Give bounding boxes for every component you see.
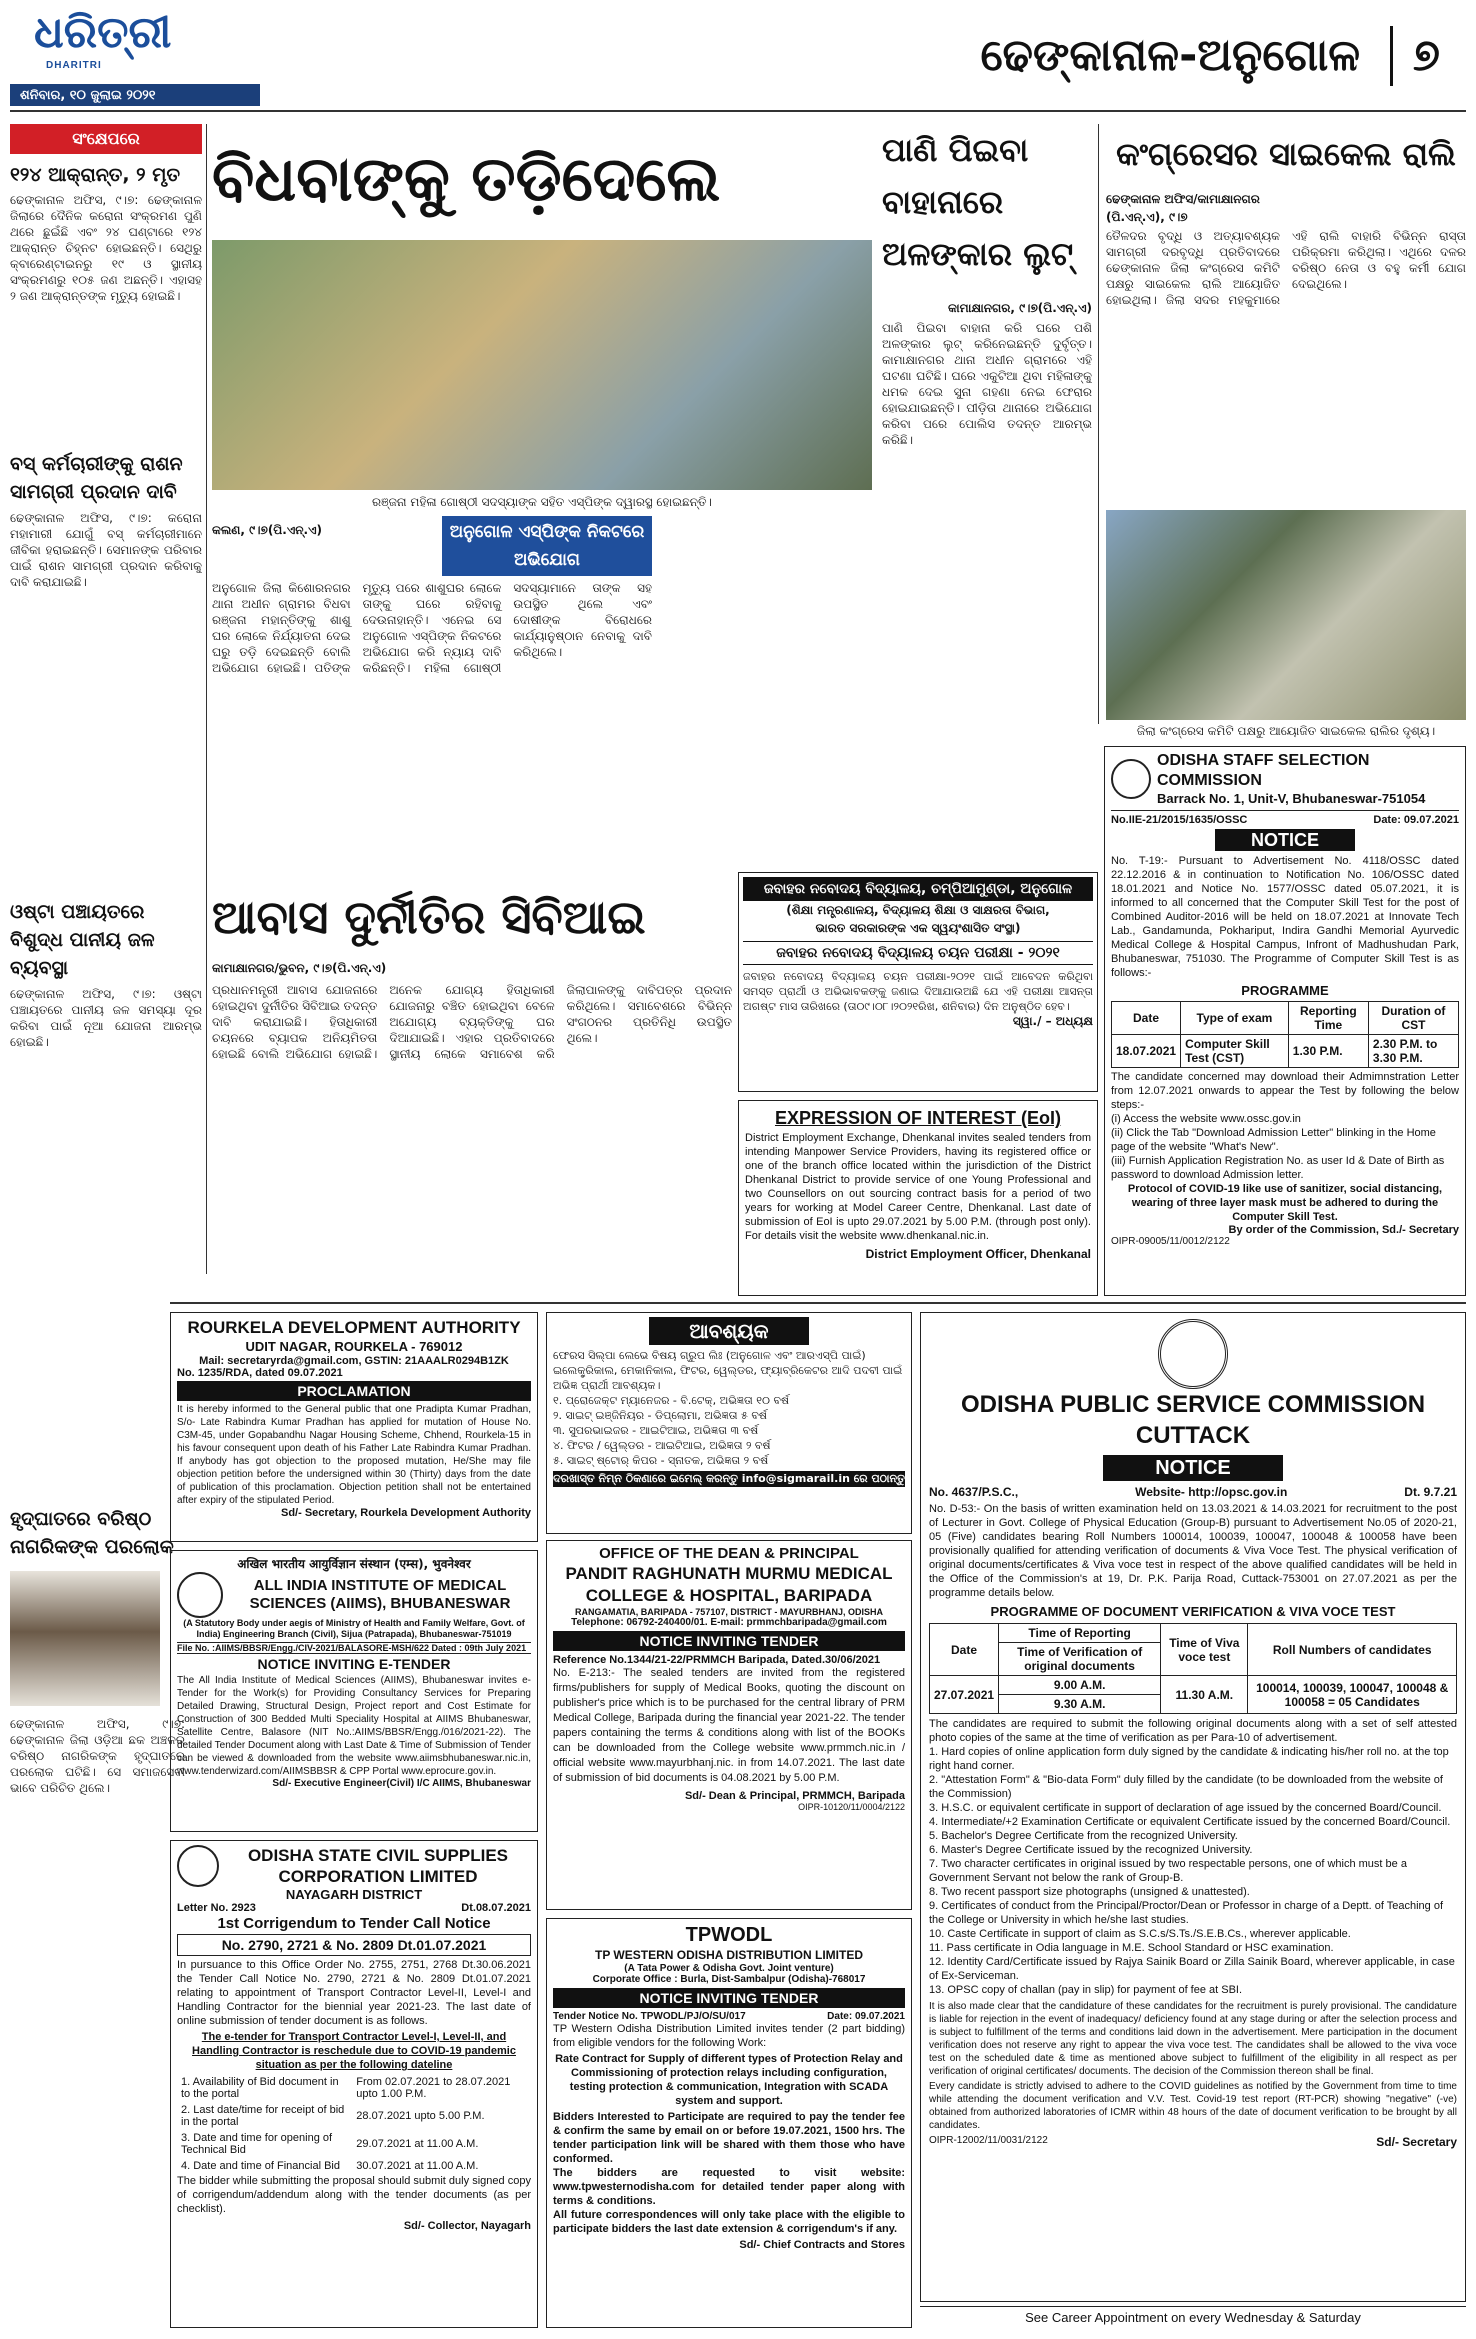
jnv-sub-2: ଭାରତ ସରକାରଙ୍କ ଏକ ସ୍ୱୟଂଶାସିତ ସଂସ୍ଥା) [815, 921, 1021, 935]
tpwodl-date: Date: 09.07.2021 [827, 2011, 905, 2022]
opsc-body: No. D-53:- On the basis of written examination held on 13.03.2021 & 14.03.2021 for recruitment to the post of Lecturer in Govt. College of Physical Education (Group-B) pursuant to Advertisement No.05 of 2020-21, 05 (Five) candidates bearing Roll Numbers 100014, 100039, 100047, 100048 & 100058 have been provisionally qualified for attending verification of documents & Viva Voce Test. The physical verification of original documents/certificates & Viva voce test in respect of the above qualified candidates will be held in the Office of the Commission's at 19, Dr. P.K. Parija Road, Cuttack-753001 on 27.07.2021 as per the programme details below. [929, 1503, 1457, 1599]
obituary-text: ଢେଙ୍କାନାଳ ଅଫିସ, ୯।୭: ଢେଙ୍କାନାଳ ଜିଲା ଓଡ଼ିଆ ଛକ ଅଞ୍ଚଳର ବରିଷ୍ଠ ନାଗରିକଙ୍କ ହୃଦ୍‌ଘାତରେ ପରଲୋକ ଘଟିଛି। ସେ ସମାଜସେବୀ ଭାବେ ପରିଚିତ ଥିଲେ। [10, 1717, 185, 1795]
masthead-rule [10, 110, 1466, 112]
brief-tag: ସଂକ୍ଷେପରେ [10, 124, 202, 154]
prm-sign: Sd/- Dean & Principal, PRMMCH, Baripada [684, 1790, 905, 1802]
wanted-item: ୩. ସୁପରଭାଇଜର - ଆଇଟିଆଇ, ଅଭିଜ୍ଞତା ୩ ବର୍ଷ [553, 1424, 759, 1437]
prm-line-2: PANDIT RAGHUNATH MURMU MEDICAL COLLEGE & HOSPITAL, BARIPADA [565, 1564, 893, 1605]
rda-heading: PROCLAMATION [177, 1381, 531, 1401]
opsc-cell: 100014, 100039, 100047, 100048 & 100058 = 05 Candidates [1248, 1676, 1457, 1714]
oscsc-cell: 3. Date and time for opening of Technical Bid [181, 2132, 333, 2156]
loot-headline-text: ପାଣି ପିଇବା ବାହାନାରେ ଅଳଙ୍କାର ଲୁଟ୍ [882, 131, 1074, 273]
oscsc-cell: 1. Availability of Bid document in to the portal [181, 2076, 339, 2100]
opsc-title-1: ODISHA PUBLIC SERVICE COMMISSION [960, 1391, 1426, 1418]
rally-dateline: ଢେଙ୍କାନାଳ ଅଫିସ/କାମାକ୍ଷାନଗର (ପି.ଏନ୍.ଏ), ୯।୭ [1106, 192, 1260, 224]
rda-address: UDIT NAGAR, ROURKELA - 769012 [245, 1339, 463, 1354]
edition-date: ଶନିବାର, ୧୦ ଜୁଲାଇ ୨୦୨୧ [20, 88, 156, 103]
lead-text: ଅନୁଗୋଳ ଜିଲା କିଶୋରନଗର ଥାନା ଅଧୀନ ଗ୍ରାମର ବିଧବା ରଞ୍ଜନା ମହାନ୍ତିଙ୍କୁ ଶାଶୁ ଘର ଲୋକେ ନିର୍ଯ୍ୟାତନା ଦେଇ ଘରୁ ତଡ଼ି ଦେଇଛନ୍ତି ବୋଲି ଅଭିଯୋଗ ହୋଇଛି। ପତିଙ୍କ ମୃତ୍ୟୁ ପରେ ଶାଶୁଘର ଲୋକେ ତାଙ୍କୁ ଘରେ ରହିବାକୁ ଦେଉନାହାନ୍ତି। ଏନେଇ ସେ ଅନୁଗୋଳ ଏସ୍‌ପିଙ୍କ ନିକଟରେ ଅଭିଯୋଗ କରି ନ୍ୟାୟ ଦାବି କରିଛନ୍ତି। ମହିଳା ଗୋଷ୍ଠୀ ସଦସ୍ୟାମାନେ ତାଙ୍କ ସହ ଉପସ୍ଥିତ ଥିଲେ ଏବଂ ଦୋଷୀଙ୍କ ବିରୋଧରେ କାର୍ଯ୍ୟାନୁଷ୍ଠାନ ନେବାକୁ ଦାବି କରିଥିଲେ। [212, 581, 652, 675]
ossc-date: Date: 09.07.2021 [1373, 814, 1459, 826]
masthead [0, 0, 1476, 112]
rally-photo [1106, 510, 1466, 720]
tpwodl-body-2: Bidders Interested to Participate are required to pay the tender fee & confirm the same by email on or before 19.07.2021, 1500 hrs. The tender participation link will be shared with them those who have conformed. [553, 2111, 905, 2165]
oscsc-district: NAYAGARH DISTRICT [285, 1887, 423, 1902]
brief-text-2: ଢେଙ୍କାନାଳ ଅଫିସ, ୯।୭: କରୋନା ମହାମାରୀ ଯୋଗୁଁ ବସ୍ କର୍ମଚାରୀମାନେ ଜୀବିକା ହରାଇଛନ୍ତି। ସେମାନଙ୍କ ପରିବାର ପାଇଁ ରାଶନ ସାମଗ୍ରୀ ପ୍ରଦାନ କରିବାକୁ ଦାବି କରାଯାଇଛି। [10, 511, 202, 589]
tpwodl-logo: TPWODL [685, 1924, 773, 1946]
ossc-address: Barrack No. 1, Unit-V, Bhubaneswar-751054 [1157, 791, 1426, 806]
jnv-ad [738, 872, 1098, 1092]
column-divider [206, 124, 207, 1274]
tpwodl-sub: (A Tata Power & Odisha Govt. Joint venture) [624, 1963, 834, 1974]
opsc-cell: 9.30 A.M. [999, 1695, 1161, 1714]
opsc-body-4: Every candidate is strictly advised to adhere to the COVID guidelines as notified by the Government from time to time while attending the document verification and V.V. Test. Covid-19 test report (RT-PCR) showing "negative" (-ve) obtained from authorized laboratories of ICMR within 48 hours of the date of document verification to be brought by all candidates. [929, 2081, 1457, 2131]
ossc-step-2: (ii) Click the Tab "Download Admission Letter" blinking in the Home page of the website "What's New". [1111, 1127, 1436, 1153]
obituary [10, 1505, 185, 2325]
opsc-programme: PROGRAMME OF DOCUMENT VERIFICATION & VIVA VOCE TEST [990, 1604, 1396, 1619]
cbi-headline: ଆବାସ ଦୁର୍ନୀତିର ସିବିଆଇ [212, 890, 646, 944]
oscsc-cell: 4. Date and time of Financial Bid [181, 2160, 340, 2172]
opsc-subcol: Time of Verification of original documents [999, 1643, 1161, 1676]
opsc-list-item: 10. Caste Certificate in support of claim as S.C.s/S.Ts./S.E.B.Cs., wherever applicable. [929, 1928, 1351, 1940]
opsc-list-item: 3. H.S.C. or equivalent certificate in support of declaration of age issued by the concerned Board/Council. [929, 1802, 1442, 1814]
oscsc-ad [170, 1840, 538, 2328]
opsc-col: Time of Reporting [999, 1624, 1161, 1643]
section-rule [170, 1302, 1466, 1304]
opsc-col: Time of Viva voce test [1161, 1624, 1248, 1676]
ossc-notice-banner: NOTICE [1215, 829, 1355, 851]
opsc-list-item: 5. Bachelor's Degree Certificate from the recognized University. [929, 1830, 1238, 1842]
logo [14, 6, 264, 74]
jnv-sign: ସ୍ୱା./ – ଅଧ୍ୟକ୍ଷ [1012, 1014, 1093, 1028]
ossc-programme: PROGRAMME [1241, 983, 1329, 998]
tpwodl-work: Rate Contract for Supply of different types of Protection Relay and Commissioning of protection relays including configuration, testing protection & communication, Integration with SCADA system and support. [555, 2053, 903, 2107]
jnv-body: ଜବାହର ନବୋଦୟ ବିଦ୍ୟାଳୟ ଚୟନ ପରୀକ୍ଷା-୨୦୨୧ ପାଇଁ ଆବେଦନ କରିଥିବା ସମସ୍ତ ପ୍ରାର୍ଥୀ ଓ ଅଭିଭାବକଙ୍କୁ ଜଣାଇ ଦିଆଯାଉଅଛି ଯେ ଏହି ପରୀକ୍ଷା ଆସନ୍ତା ଅଗଷ୍ଟ ମାସ ତାରିଖରେ (ତା୦୯।୦୮।୨୦୨୧ରିଖ, ଶନିବାର) ଦିନ ଅନୁଷ୍ଠିତ ହେବ। [743, 970, 1093, 1013]
ossc-ad [1104, 746, 1466, 1296]
opsc-list-item: 12. Identity Card/Certificate issued by Rajya Sainik Board or Zilla Sainik Board, wherever applicable, in case of Ex-Serviceman. [929, 1956, 1455, 1982]
eoi-body: District Employment Exchange, Dhenkanal invites sealed tenders from intending Manpower Service Providers, having its registered office or one of the branch office located within the jurisdiction of the District Dhenkanal District to provide service of one Young Professional and two Counsellors on out sourcing contract basis for a period of two years for working at Model Career Centre, Dhenkanal. Last date of submission of EoI is upto 29.07.2021 by 5.00 P.M. (through post only). For details visit the website www.dhenkanal.nic.in. [745, 1132, 1091, 1242]
section-title: ଢେଙ୍କାନାଳ-ଅନୁଗୋଳ [980, 30, 1360, 81]
ossc-body-2: The candidate concerned may download their Admimnstration Letter from 12.07.2021 onwards to appear the Test by following the below steps:- [1111, 1071, 1459, 1111]
wanted-ad [546, 1312, 912, 1534]
eoi-ad [738, 1100, 1098, 1296]
rda-ad [170, 1312, 538, 1542]
career-footer: See Career Appointment on every Wednesday & Saturday [920, 2306, 1466, 2328]
lead-box-headline: ଅନୁଗୋଳ ଏସ୍‌ପିଙ୍କ ନିକଟରେ ଅଭିଯୋଗ [442, 516, 652, 576]
opsc-list-item: 1. Hard copies of online application form duly signed by the candidate & indicating his/her roll no. at the top right hand corner. [929, 1746, 1449, 1772]
opsc-list-item: 11. Pass certificate in Odia language in M.E. School Standard or HSC examination. [929, 1942, 1334, 1954]
logo-text: ଧରିତ୍ରୀ [34, 7, 172, 58]
opsc-code: OIPR-12002/11/0031/2122 [929, 2135, 1048, 2146]
ossc-col: Duration of CST [1368, 1002, 1458, 1035]
opsc-list-item: 4. Intermediate/+2 Examination Certificate or equivalent Certificate issued by the concerned Board/Council. [929, 1816, 1451, 1828]
prm-ad [546, 1540, 912, 1910]
aiims-sub: (A Statutory Body under aegis of Ministry of Health and Family Welfare, Govt. of India) Engineering Branch (Civil), Sijua (Patrapada), Bhubaneswar-751019 [183, 1618, 525, 1639]
wanted-body: ଫେରସ ସିଲ୍‌ପା ଲେଭେ ବିଷୟ ଗ୍ରୁପ ଲିଃ (ଅନୁଗୋଳ ଏବଂ ଆରଏସ୍‌ପି ପାଇଁ) ଇଲେକ୍ଟ୍ରିକାଲ, ମେକାନିକାଲ, ଫିଟର, ୱେଲ୍ଡର, ଫ୍ୟାବ୍ରିକେଟର ଆଦି ପଦବୀ ପାଇଁ ଅଭିଜ୍ଞ ପ୍ରାର୍ଥୀ ଆବଶ୍ୟକ। [553, 1349, 903, 1392]
aiims-ad [170, 1550, 538, 1832]
ossc-covid: Protocol of COVID-19 like use of sanitizer, social distancing, wearing of three layer mask must be adhered to during the Computer Skill Test. [1127, 1183, 1443, 1223]
prm-heading: NOTICE INVITING TENDER [553, 1631, 905, 1651]
ossc-title: ODISHA STAFF SELECTION COMMISSION [1157, 752, 1370, 789]
aiims-sign: Sd/- Executive Engineer(Civil) I/C AIIMS, Bhubaneswar [272, 1778, 531, 1789]
loot-headline-block [882, 124, 1092, 294]
rally-headline: କଂଗ୍ରେସର ସାଇକେଲ ରାଲି [1116, 135, 1456, 173]
oscsc-title: ODISHA STATE CIVIL SUPPLIES CORPORATION LIMITED [247, 1846, 509, 1886]
oscsc-cell: 30.07.2021 at 11.00 A.M. [356, 2160, 479, 2172]
ossc-col: Type of exam [1181, 1002, 1289, 1035]
rda-ref: No. 1235/RDA, dated 09.07.2021 [177, 1367, 343, 1379]
tpwodl-sign: Sd/- Chief Contracts and Stores [739, 2239, 905, 2251]
ossc-cell: 1.30 P.M. [1288, 1035, 1368, 1068]
opsc-body-3: It is also made clear that the candidature of these candidates for the recruitment is purely provisional. The candidature is liable for rejection in the event of inadequacy/ deficiency found at any stage during or after the selection process and is subject to fulfillment of the terms and conditions laid down in the advertisement. Mere participation in the document verification does not reserve any right to appear the viva voce test. The candidates shall be allowed to the viva voce test on the scheduled date & time as mentioned above subject to fulfillment of the eligibility in all respect as per verification of original certificates/ documents. The decision of the Commission thereon shall be final. [929, 2001, 1457, 2077]
oscsc-sign: Sd/- Collector, Nayagarh [403, 2220, 531, 2232]
oscsc-logo-icon [177, 1845, 219, 1887]
aiims-hindi: अखिल भारतीय आयुर्विज्ञान संस्थान (एम्स), भुवनेश्वर [237, 1557, 471, 1571]
lead-headline: ବିଧବାଙ୍କୁ ତଡ଼ିଦେଲେ [212, 142, 721, 215]
oscsc-body: In pursuance to this Office Order No. 2755, 2751, 2768 Dt.30.06.2021 the Tender Call Notice No. 2790, 2721 & No. 2809 Dt.01.07.2021 relating to appointment of Transport Contractor Level-II, Level-I and Handling Contractor for the biennial year 2021-23. The last date of online submission of tender document is as follows. [177, 1959, 531, 2027]
rally-caption: ଜିଲା କଂଗ୍ରେସ କମିଟି ପକ୍ଷରୁ ଆୟୋଜିତ ସାଇକେଲ ରାଲିର ଦୃଶ୍ୟ। [1136, 724, 1436, 738]
loot-dateline: କାମାକ୍ଷାନଗର, ୯।୭(ପି.ଏନ୍.ଏ) [948, 301, 1092, 315]
date-strip [10, 84, 260, 106]
oscsc-cell: From 02.07.2021 to 28.07.2021 upto 1.00 P.M. [356, 2076, 511, 2100]
lead-caption: ରଞ୍ଜନା ମହିଳା ଗୋଷ୍ଠୀ ସଦସ୍ୟାଙ୍କ ସହିତ ଏସ୍‌ପିଙ୍କ ଦ୍ୱାରସ୍ଥ ହୋଇଛନ୍ତି। [372, 495, 712, 509]
obituary-headline: ହୃଦ୍‌ଘାତରେ ବରିଷ୍ଠ ନାଗରିକଙ୍କ ପରଲୋକ [10, 1508, 174, 1558]
oscsc-cell: 29.07.2021 at 11.00 A.M. [356, 2138, 479, 2150]
cbi-dateline: କାମାକ୍ଷାନଗର/ଭୁବନ, ୯।୭(ପି.ଏନ୍.ଏ) [212, 961, 387, 975]
rda-title: ROURKELA DEVELOPMENT AUTHORITY [187, 1318, 521, 1337]
brief-text-1: ଢେଙ୍କାନାଳ ଅଫିସ, ୯।୭: ଢେଙ୍କାନାଳ ଜିଲାରେ ଦୈନିକ କରୋନା ସଂକ୍ରମଣ ପୁଣି ଥରେ ଛୁଇଁଛି ଏବଂ ୨୪ ଘଣ୍ଟାରେ ୧୨୪ ଆକ୍ରାନ୍ତ ଚିହ୍ନଟ ହୋଇଛନ୍ତି। ସେଥିରୁ କ୍ବାରେଣ୍ଟାଇନରୁ ୧୯ ଓ ସ୍ଥାନୀୟ ସଂକ୍ରମଣରୁ ୧୦୫ ଜଣ ଅଛନ୍ତି। ଏହାସହ ୨ ଜଣ ଆକ୍ରାନ୍ତଙ୍କ ମୃତ୍ୟୁ ହୋଇଛି। [10, 193, 202, 303]
ossc-code: OIPR-09005/11/0012/2122 [1111, 1236, 1230, 1247]
oscsc-letter: Letter No. 2923 [177, 1902, 256, 1914]
wanted-item: ୨. ସାଇଟ୍ ଇଞ୍ଜିନିୟର - ଡିପ୍ଲୋମା, ଅଭିଜ୍ଞତା ୫ ବର୍ଷ [553, 1409, 767, 1422]
aiims-heading: NOTICE INVITING E-TENDER [257, 1656, 451, 1672]
tpwodl-body-4: All future correspondences will only take place with the eligible to participate bidders the last date extension & corrigendum's if any. [553, 2209, 905, 2235]
tpwodl-title: TP WESTERN ODISHA DISTRIBUTION LIMITED [594, 1948, 863, 1962]
cbi-text: ପ୍ରଧାନମନ୍ତ୍ରୀ ଆବାସ ଯୋଜନାରେ ହୋଇଥିବା ଦୁର୍ନୀତିର ସିବିଆଇ ତଦନ୍ତ ଦାବି କରାଯାଇଛି। ହିତାଧିକାରୀ ଚୟନରେ ବ୍ୟାପକ ଅନିୟମିତତା ହୋଇଛି ବୋଲି ଅଭିଯୋଗ ହୋଇଛି। ଅନେକ ଯୋଗ୍ୟ ହିତାଧିକାରୀ ଯୋଜନାରୁ ବଞ୍ଚିତ ହୋଇଥିବା ବେଳେ ଅଯୋଗ୍ୟ ବ୍ୟକ୍ତିଙ୍କୁ ଘର ଦିଆଯାଇଛି। ଏହାର ପ୍ରତିବାଦରେ ସ୍ଥାନୀୟ ଲୋକେ ସମାବେଶ କରି ଜିଲାପାଳଙ୍କୁ ଦାବିପତ୍ର ପ୍ରଦାନ କରିଥିଲେ। ସମାବେଶରେ ବିଭିନ୍ନ ସଂଗଠନର ପ୍ରତିନିଧି ଉପସ୍ଥିତ ଥିଲେ। [212, 983, 732, 1061]
wanted-contact: ଦରଖାସ୍ତ ନିମ୍ନ ଠିକଣାରେ ଇମେଲ୍ କରନ୍ତୁ info@sigmarail.in ରେ ପଠାନ୍ତୁ [553, 1472, 905, 1485]
oscsc-cell: 2. Last date/time for receipt of bid in the portal [181, 2104, 345, 2128]
jnv-title: ଜବାହର ନବୋଦୟ ବିଦ୍ୟାଳୟ, ଚମ୍ପିଆମୁଣ୍ଡା, ଅନୁଗୋଳ [743, 877, 1093, 901]
opsc-emblem-icon [1158, 1319, 1228, 1389]
opsc-col: Date [930, 1624, 999, 1676]
opsc-table [929, 1623, 1457, 1714]
opsc-sign: Sd/- Secretary [1376, 2135, 1457, 2149]
ossc-emblem-icon [1111, 759, 1151, 799]
opsc-ad [920, 1312, 1466, 2302]
tpwodl-corp: Corporate Office : Burla, Dist-Sambalpur (Odisha)-768017 [592, 1974, 866, 1985]
opsc-list-item: 7. Two character certificates in original issued by two respectable persons, one of which must be a Government Servant not below the rank of Group-B. [929, 1858, 1407, 1884]
opsc-col: Roll Numbers of candidates [1248, 1624, 1457, 1676]
opsc-cell: 11.30 A.M. [1161, 1676, 1248, 1714]
brief-column [10, 124, 202, 1274]
wanted-item: ୧. ପ୍ରୋଜେକ୍ଟ ମ୍ୟାନେଜର - ବି.ଟେକ୍, ଅଭିଜ୍ଞତା ୧୦ ବର୍ଷ [553, 1394, 790, 1407]
opsc-title-2: CUTTACK [1135, 1422, 1251, 1449]
aiims-title: ALL INDIA INSTITUTE OF MEDICAL SCIENCES (AIIMS), BHUBANESWAR [249, 1577, 511, 1612]
oscsc-cell: 28.07.2021 upto 5.00 P.M. [356, 2110, 485, 2122]
oscsc-bold: The e-tender for Transport Contractor Level-I, Level-II, and Handling Contractor is reschedule due to COVID-19 pandemic situation as per the following dateline [192, 2031, 516, 2071]
loot-text: ପାଣି ପିଇବା ବାହାନା କରି ଘରେ ପଶି ଅଳଙ୍କାର ଲୁଟ୍ କରିନେଇଛନ୍ତି ଦୁର୍ବୃତ୍ତ। କାମାକ୍ଷାନଗର ଥାନା ଅଧୀନ ଗ୍ରାମରେ ଏହି ଘଟଣା ଘଟିଛି। ଘରେ ଏକୁଟିଆ ଥିବା ମହିଳାଙ୍କୁ ଧମକ ଦେଇ ସୁନା ଗହଣା ନେଇ ଫେରାର ହୋଇଯାଇଛନ୍ତି। ପୀଡ଼ିତା ଥାନାରେ ଅଭିଯୋଗ କରିବା ପରେ ପୋଲିସ ତଦନ୍ତ ଆରମ୍ଭ କରିଛି। [882, 321, 1092, 447]
ossc-ref: No.IIE-21/2015/1635/OSSC [1111, 814, 1248, 826]
oscsc-heading: 1st Corrigendum to Tender Call Notice [217, 1915, 491, 1932]
opsc-list-item: 8. Two recent passport size photographs (unsigned & unattested). [929, 1886, 1250, 1898]
brief-text-3: ଢେଙ୍କାନାଳ ଅଫିସ, ୯।୭: ଓଷ୍ଟା ପଞ୍ଚାୟତରେ ପାନୀୟ ଜଳ ସମସ୍ୟା ଦୂର କରିବା ପାଇଁ ନୂଆ ଯୋଜନା ଆରମ୍ଭ ହୋଇଛି। [10, 987, 202, 1049]
lead-dateline: କଲଣ, ୯।୭(ପି.ଏନ୍.ଏ) [212, 523, 323, 537]
eoi-title: EXPRESSION OF INTEREST (EoI) [774, 1108, 1062, 1128]
oscsc-date: Dt.08.07.2021 [461, 1902, 531, 1914]
tpwodl-body: TP Western Odisha Distribution Limited invites tender (2 part bidding) from eligible vendors for the following Work: [553, 2023, 905, 2049]
rda-sign: Sd/- Secretary, Rourkela Development Authority [280, 1507, 531, 1519]
tpwodl-ref: Tender Notice No. TPWODL/PJ/O/SU/017 [553, 2011, 746, 2022]
jnv-sub-1: (ଶିକ୍ଷା ମନ୍ତ୍ରଣାଳୟ, ବିଦ୍ୟାଳୟ ଶିକ୍ଷା ଓ ସାକ୍ଷରତା ବିଭାଗ, [786, 903, 1050, 917]
prm-address: RANGAMATIA, BARIPADA - 757107, DISTRICT - MAYURBHANJ, ODISHA [574, 1607, 884, 1617]
lead-photo [212, 240, 872, 490]
eoi-sign: District Employment Officer, Dhenkanal [865, 1247, 1091, 1261]
opsc-list-item: 6. Master's Degree Certificate issued by the recognized University. [929, 1844, 1253, 1856]
aiims-body: The All India Institute of Medical Sciences (AIIMS), Bhubaneswar invites e-Tender for the Work(s) for Providing Consultancy Services for Preparing Detailed Drawing, Structural Design, Project report and Cost Estimate for Construction of 300 Bedded Multi Speciality Hospital at AIIMS Bhubaneswar, Satellite Centre, Balasore (NIT No.:AIIMS/BBSR/Engg./016/2021-22). The detailed Tender Document along with Last Date & Time of Submission of Tender can be viewed & downloaded from the website www.aiimsbhubaneswar.nic.in, www.tenderwizard.com/AIIMSBBSR & CPP Portal www.eprocure.gov.in. [177, 1675, 531, 1777]
page-number: ୭ [1390, 26, 1460, 86]
prm-ref: Reference No.1344/21-22/PRMMCH Baripada, Dated.30/06/2021 [553, 1654, 881, 1666]
brief-headline-1: ୧୨୪ ଆକ୍ରାନ୍ତ, ୨ ମୃତ [10, 164, 180, 186]
opsc-body-2: The candidates are required to submit the following original documents along with a set of self attested photo copies of the same at the time of verification as per Para-10 of advertisement. [929, 1718, 1457, 1744]
jnv-exam: ଜବାହର ନବୋଦୟ ବିଦ୍ୟାଳୟ ଚୟନ ପରୀକ୍ଷା - ୨୦୨୧ [743, 941, 1093, 965]
tpwodl-ad [546, 1918, 912, 2328]
prm-telephone: Telephone: 06792-240400/01. E-mail: prmmchbaripada@gmail.com [571, 1617, 887, 1628]
opsc-cell: 27.07.2021 [930, 1676, 999, 1714]
prm-line-1: OFFICE OF THE DEAN & PRINCIPAL [599, 1545, 859, 1562]
logo-subtext: DHARITRI [46, 60, 102, 71]
wanted-item: ୪. ଫିଟର / ୱେଲ୍ଡର - ଆଇଟିଆଇ, ଅଭିଜ୍ଞତା ୨ ବର୍ଷ [553, 1439, 771, 1452]
rda-mail: Mail: secretaryrda@gmail.com, GSTIN: 21AAALR0294B1ZK [199, 1355, 509, 1367]
brief-headline-2: ବସ୍ କର୍ମଚାରୀଙ୍କୁ ରାଶନ ସାମଗ୍ରୀ ପ୍ରଦାନ ଦାବି [10, 453, 183, 503]
opsc-list-item: 2. "Attestation Form" & "Bio-data Form" duly filled by the candidate (to be downloaded from the website of the Commission) [929, 1774, 1443, 1800]
oscsc-table [177, 2074, 531, 2174]
ossc-cell: Computer Skill Test (CST) [1181, 1035, 1289, 1068]
ossc-step-1: (i) Access the website www.ossc.gov.in [1111, 1113, 1301, 1125]
brief-headline-3: ଓଷ୍ଟା ପଞ୍ଚାୟତରେ ବିଶୁଦ୍ଧ ପାନୀୟ ଜଳ ବ୍ୟବସ୍ଥା [10, 901, 155, 979]
opsc-notice-banner: NOTICE [1103, 1455, 1283, 1481]
ossc-col: Reporting Time [1288, 1002, 1368, 1035]
opsc-date: Dt. 9.7.21 [1404, 1485, 1457, 1499]
opsc-website: Website- http://opsc.gov.in [1135, 1485, 1288, 1499]
ossc-body: No. T-19:- Pursuant to Advertisement No. 4118/OSSC dated 22.12.2016 & in continuation to Notification No. 106/OSSC dated 18.01.2021 and Notice No. 1577/OSSC dated 05.07.2021, it is informed to all concerned that the Computer Skill Test for the post of Combined Auditor-2016 will be held on 18.07.2021 at Innovate Tech Lab., Gandamunda, Pokhariput, Indira Gandhi Memorial Ayurvedic Medical College & Hospital Campus, Infront of Madhushudan Park, Bhubaneswar, 751030. The Programme of Computer Skill Test is as follows:- [1111, 855, 1459, 979]
opsc-list-item: 13. OPSC copy of challan (pay in slip) for payment of fee at SBI. [929, 1984, 1243, 1996]
ossc-step-3: (iii) Furnish Application Registration No. as user Id & Date of Birth as password to download Admission letter. [1111, 1155, 1445, 1181]
opsc-list-item: 9. Certificates of conduct from the Principal/Proctor/Dean or Professor in charge of a Deptt. of Teaching of the College or University in which he/she last studies. [929, 1900, 1443, 1926]
opsc-cell: 9.00 A.M. [999, 1676, 1161, 1695]
prm-code: OIPR-10120/11/0004/2122 [798, 1802, 905, 1812]
tpwodl-heading: NOTICE INVITING TENDER [553, 1988, 905, 2008]
ossc-col: Date [1112, 1002, 1181, 1035]
aiims-ref: File No. :AIIMS/BBSR/Engg./CIV-2021/BALASORE-MSH/622 Dated : 09th July 2021 [177, 1642, 531, 1654]
prm-body: No. E-213:- The sealed tenders are invited from the registered firms/publishers for supply of Medical Books, quoting the discount on publisher's price which is to be purchased for the central library of PRM Medical College, Baripada during the financial year 2021-22. The tender papers containing the terms & conditions along with list of the BOOKs can be downloaded from the College website www.prmmch.nic.in / official website www.mayurbhanj.nic. in from 14.07.2021. The last date of submission of bid documents is 04.08.2021 by 5.00 P.M. [553, 1667, 905, 1784]
oscsc-tail: The bidder while submitting the proposal should submit duly signed copy of corrigendum/addendum along with the tender documents (as per checklist). [177, 2175, 531, 2215]
wanted-title: ଆବଶ୍ୟକ [649, 1317, 809, 1345]
rda-body: It is hereby informed to the General public that one Pradipta Kumar Pradhan, S/o- Late Rabindra Kumar Pradhan has applied for mutation of House No. C3M-45, under Gopabandhu Nagar Housing Scheme, Chhend, Rourkela-15 in his favour consequent upon death of his Father Late Rabindra Kumar Pradhan. If anybody has got objection to the proposed mutation, He/She may file objection petition before the undersigned within 30 (Thirty) days from the date of publication of this proclamation. Objection petition shall not be entertained after expiry of the stipulated Period. [177, 1404, 531, 1506]
ossc-cell: 18.07.2021 [1112, 1035, 1181, 1068]
opsc-number: No. 4637/P.S.C., [929, 1485, 1019, 1499]
aiims-logo-icon [177, 1572, 223, 1618]
obituary-photo [10, 1571, 160, 1706]
rally-text: ତୈଳଦର ବୃଦ୍ଧି ଓ ଅତ୍ୟାବଶ୍ୟକ ସାମଗ୍ରୀ ଦରବୃଦ୍ଧି ପ୍ରତିବାଦରେ ଢେଙ୍କାନାଳ ଜିଲା କଂଗ୍ରେସ କମିଟି ପକ୍ଷରୁ ସାଇକେଲ ରାଲି ଆୟୋଜିତ ହୋଇଥିଲା। ଜିଲା ସଦର ମହକୁମାରେ ଏହି ରାଲି ବାହାରି ବିଭିନ୍ନ ରାସ୍ତା ପରିକ୍ରମା କରିଥିଲା। ଏଥିରେ ଦଳର ବରିଷ୍ଠ ନେତା ଓ ବହୁ କର୍ମୀ ଯୋଗ ଦେଇଥିଲେ। [1106, 229, 1466, 307]
oscsc-numbers: No. 2790, 2721 & No. 2809 Dt.01.07.2021 [177, 1934, 531, 1956]
column-divider-2 [1098, 124, 1099, 724]
ossc-sign: By order of the Commission, Sd./- Secretary [1228, 1224, 1459, 1236]
ossc-cell: 2.30 P.M. to 3.30 P.M. [1368, 1035, 1458, 1068]
ossc-table [1111, 1001, 1459, 1068]
wanted-item: ୫. ସାଇଟ୍ ଷ୍ଟୋର୍ କିପର - ସ୍ନାତକ, ଅଭିଜ୍ଞତା ୨ ବର୍ଷ [553, 1454, 769, 1467]
tpwodl-body-3: The bidders are requested to visit website: www.tpwesternodisha.com for detailed tender paper along with terms & conditions. [553, 2167, 905, 2207]
